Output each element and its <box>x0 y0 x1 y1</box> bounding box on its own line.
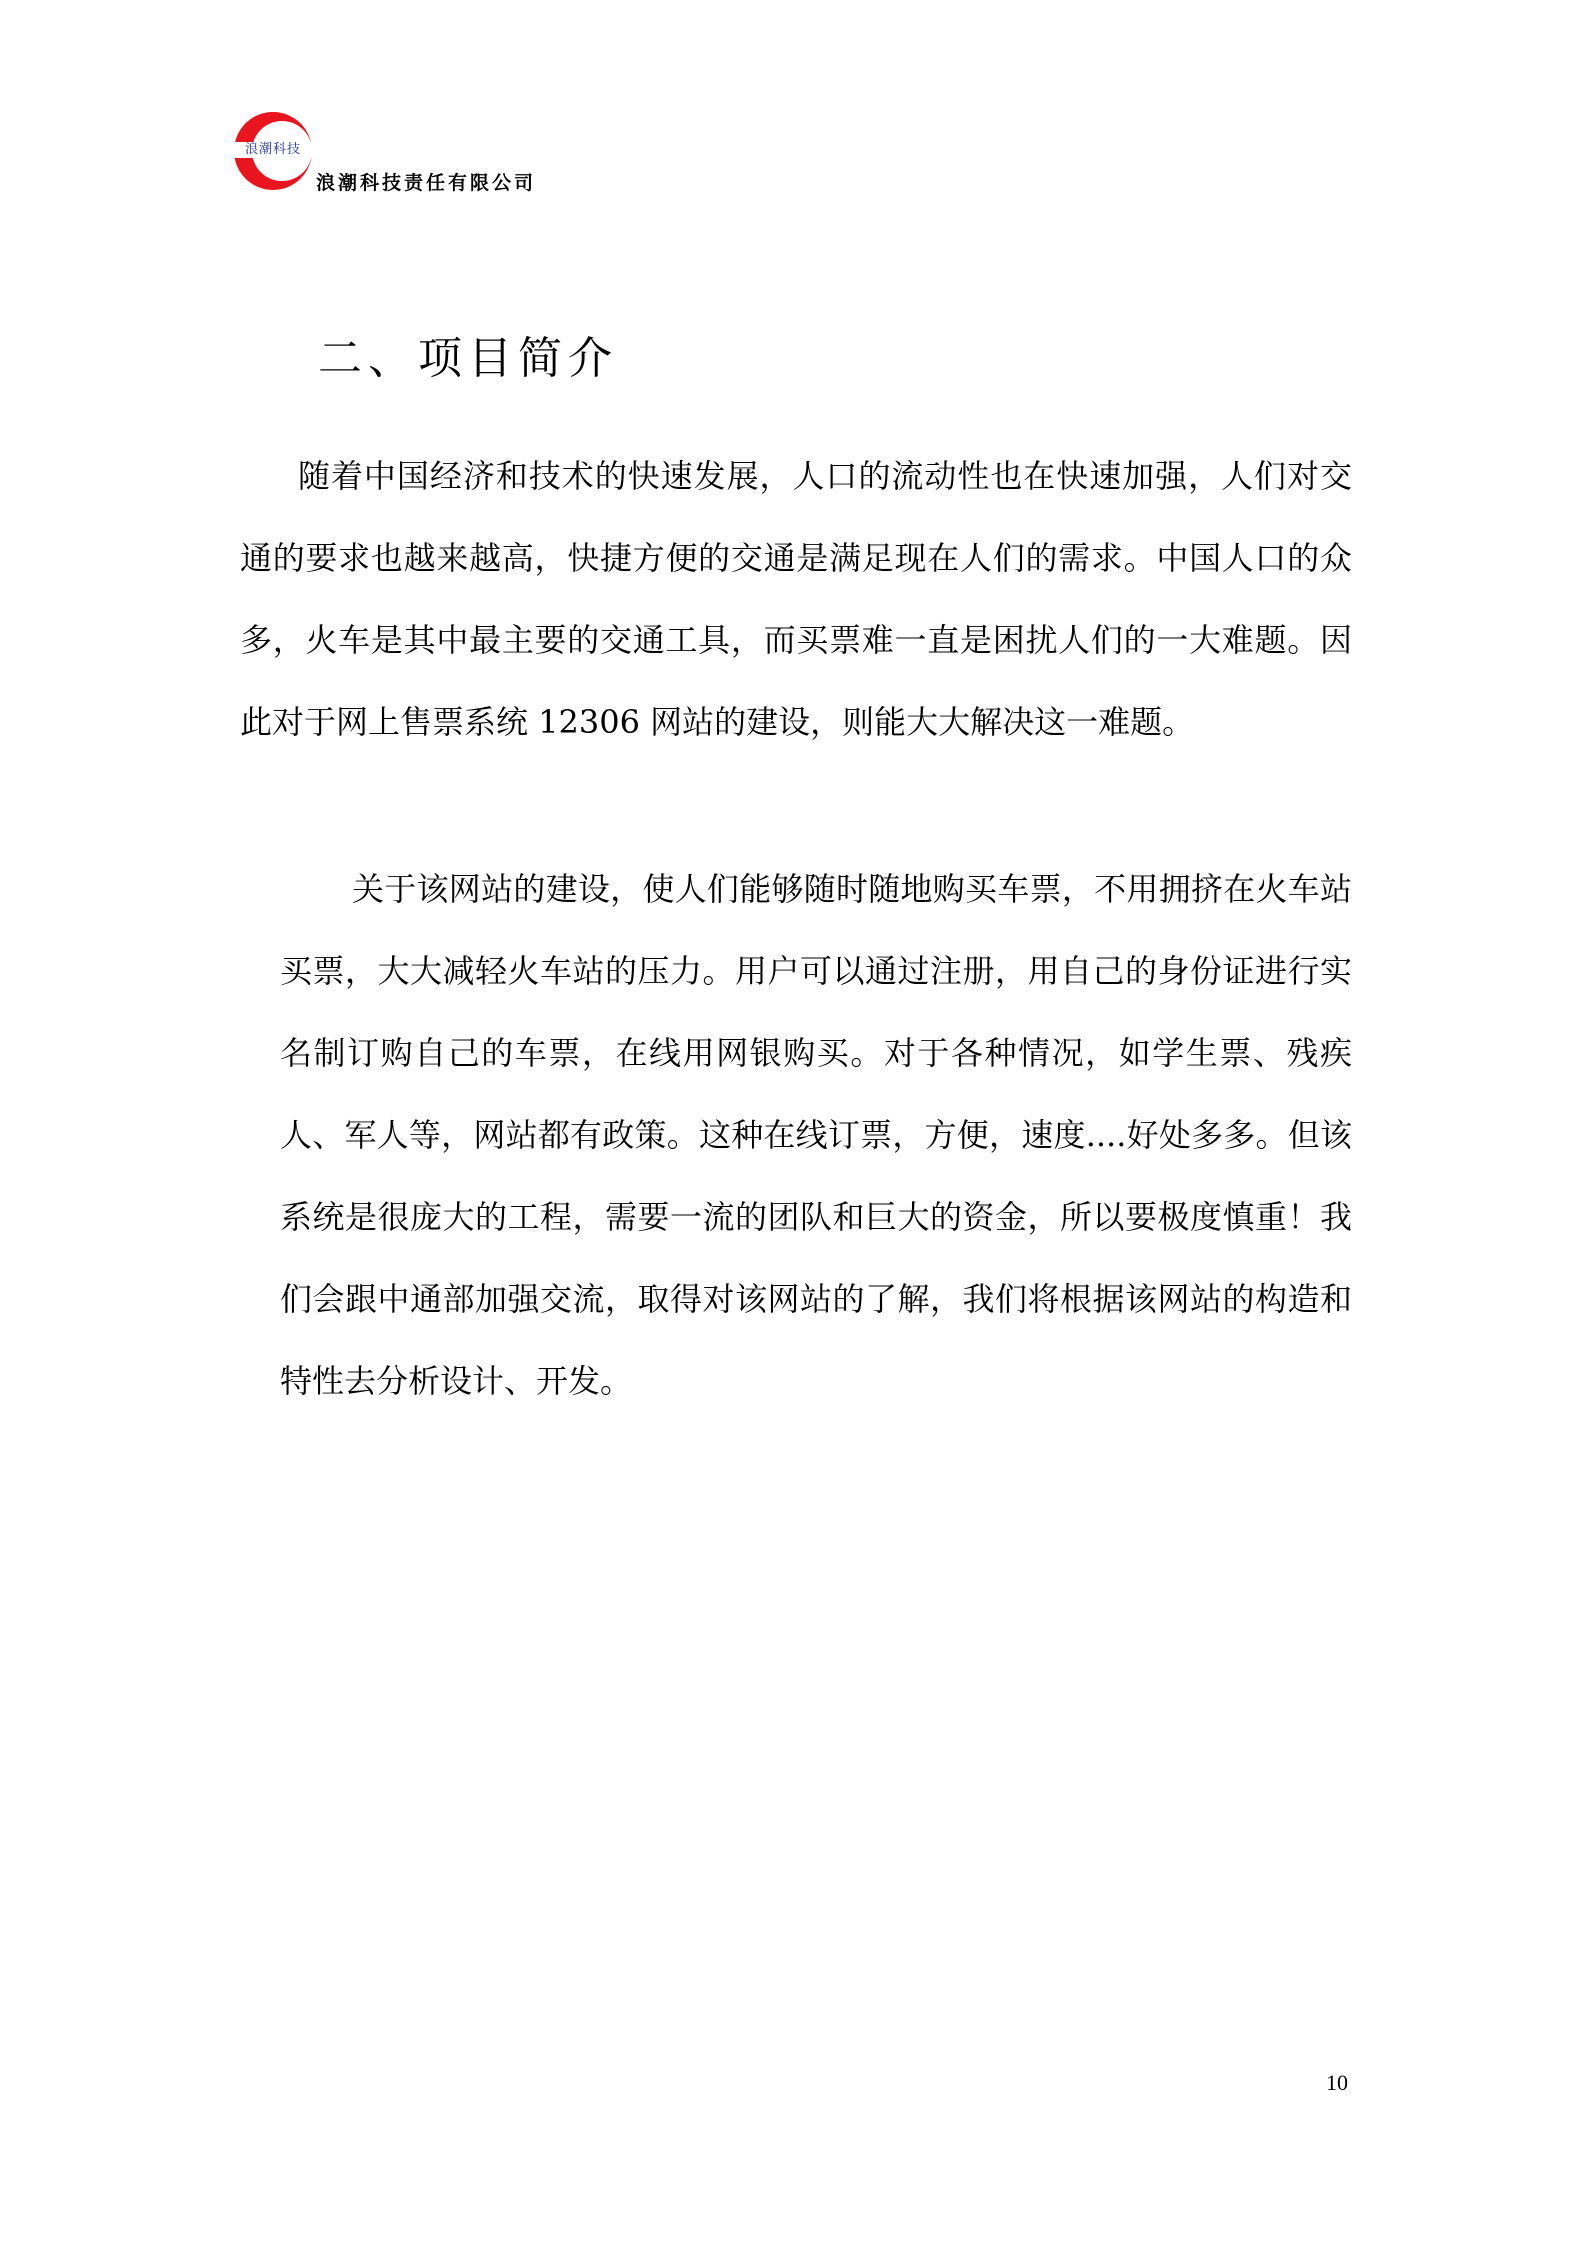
page-header <box>232 110 632 200</box>
paragraph-intro: 随着中国经济和技术的快速发展，人口的流动性也在快速加强，人们对交通的要求也越来越高，快捷方便的交通是满足现在人们的需求。中国人口的众多，火车是其中最主要的交通工具，而买票难一直是困扰人们的一大难题。因此对于网上售票系统 12306 网站的建设，则能大大解决这一难题。 <box>240 457 1352 741</box>
paragraph-website: 关于该网站的建设，使人们能够随时随地购买车票，不用拥挤在火车站买票，大大减轻火车站的压力。用户可以通过注册，用自己的身份证进行实名制订购自己的车票，在线用网银购买。对于各种情况，如学生票、残疾人、军人等，网站都有政策。这种在线订票，方便，速度....好处多多。但该系统是很庞大的工程，需要一流的团队和巨大的资金，所以要极度慎重！我们会跟中通部加强交流，取得对该网站的了解，我们将根据该网站的构造和特性去分析设计、开发。 <box>280 870 1352 1400</box>
company-name: 浪潮科技责任有限公司 <box>316 172 537 194</box>
section-title: 二、项目简介 <box>318 333 618 384</box>
company-logo <box>232 110 314 192</box>
logo-text: 浪潮科技 <box>232 142 314 158</box>
page-number: 10 <box>1326 2070 1348 2095</box>
